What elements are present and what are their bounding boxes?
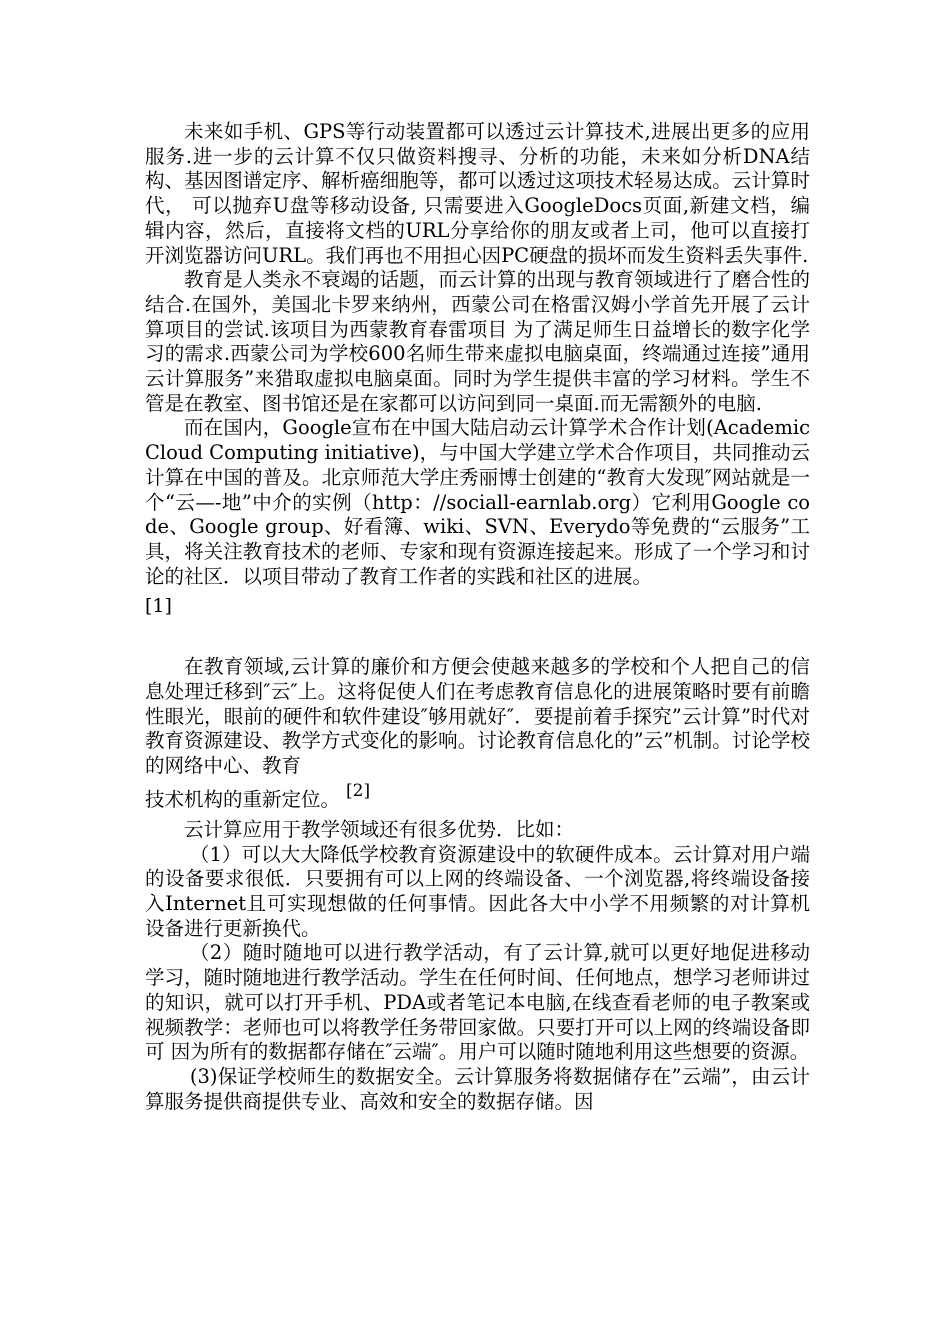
paragraph-advantage-3: (3)保证学校师生的数据安全。云计算服务将数据储存在”云端”，由云计算服务提供商提供专业、高效和安全的数据存储。因: [145, 1064, 810, 1113]
last-line-text: 技术机构的重新定位。: [145, 787, 341, 811]
reference-1: [1]: [145, 595, 172, 618]
paragraph-advantages-intro: 云计算应用于教学领域还有很多优势．比如：: [184, 817, 575, 841]
paragraph-education-strategy: 在教育领域,云计算的廉价和方便会使越来越多的学校和个人把自己的信息处理迁移到″云″上。这将促使人们在考虑教育信息化的进展策略时要有前瞻性眼光，眼前的硬件和软件建设″够用就好″．要提前着手探究”云计算”时代对教育资源建设、教学方式变化的影响。讨论教育信息化的”云”机制。讨论学校的网络中心、教育: [145, 655, 810, 778]
reference-2: [2]: [346, 780, 371, 801]
paragraph-advantage-1: （1）可以大大降低学校教育资源建设中的软硬件成本。云计算对用户端的设备要求很低．只要拥有可以上网的终端设备、一个浏览器,将终端设备接入Internet且可实现想做的任何事情。因此各大中小学不用频繁的对计算机设备进行更新换代。: [145, 842, 810, 940]
paragraph-advantage-2: （2）随时随地可以进行教学活动，有了云计算,就可以更好地促进移动学习，随时随地进行教学活动。学生在任何时间、任何地点，想学习老师讲过的知识，就可以打开手机、PDA或者笔记本电脑,在线查看老师的电子教案或视频教学：老师也可以将教学任务带回家做。只要打开可以上网的终端设备即可 因为所有的数据都存储在″云端″。用户可以随时随地利用这些想要的资源。: [145, 941, 810, 1064]
paragraph-mobile-cloud: 未来如手机、GPS等行动装置都可以透过云计算技术,进展出更多的应用服务.进一步的云计算不仅只做资料搜寻、分析的功能，未来如分析DNA结构、基因图谱定序、解析癌细胞等，都可以透过这项技术轻易达成。云计算时代， 可以抛弃U盘等移动设备, 只需要进入GoogleDocs页面,新建文档，编辑内容，然后，直接将文档的URL分享给你的朋友或者上司，他可以直接打开浏览器访问URL。我们再也不用担心因PC硬盘的损坏而发生资料丢失事件.: [145, 120, 810, 267]
paragraph-education-abroad: 教育是人类永不衰竭的话题，而云计算的出现与教育领域进行了磨合性的结合.在国外，美国北卡罗来纳州，西蒙公司在格雷汉姆小学首先开展了云计算项目的尝试.该项目为西蒙教育春雷项目 为了满足师生日益增长的数字化学习的需求.西蒙公司为学校600名师生带来虚拟电脑桌面，终端通过连接”通用云计算服务”来猎取虚拟电脑桌面。同时为学生提供丰富的学习材料。学生不管是在教室、图书馆还是在家都可以访问到同一桌面.而无需额外的电脑.: [145, 268, 810, 415]
document-page: [145, 120, 810, 1114]
paragraph-education-strategy-last-line: [145, 781, 810, 818]
paragraph-gap: [145, 621, 810, 655]
paragraph-education-domestic: 而在国内，Google宣布在中国大陆启动云计算学术合作计划(Academic Cloud Computing initiative)，与中国大学建立学术合作项目，共同推动云计算在中国的普及。北京师范大学庄秀丽博士创建的“教育大发现″网站就是一个“云—-地”中介的实例（http：//sociall-earnlab.org）它利用Google code、Google group、好看簿、wiki、SVN、Everydo等免费的“云服务”工具，将关注教育技术的老师、专家和现有资源连接起来。形成了一个学习和讨论的社区．以项目带动了教育工作者的实践和社区的进展。: [145, 416, 810, 588]
